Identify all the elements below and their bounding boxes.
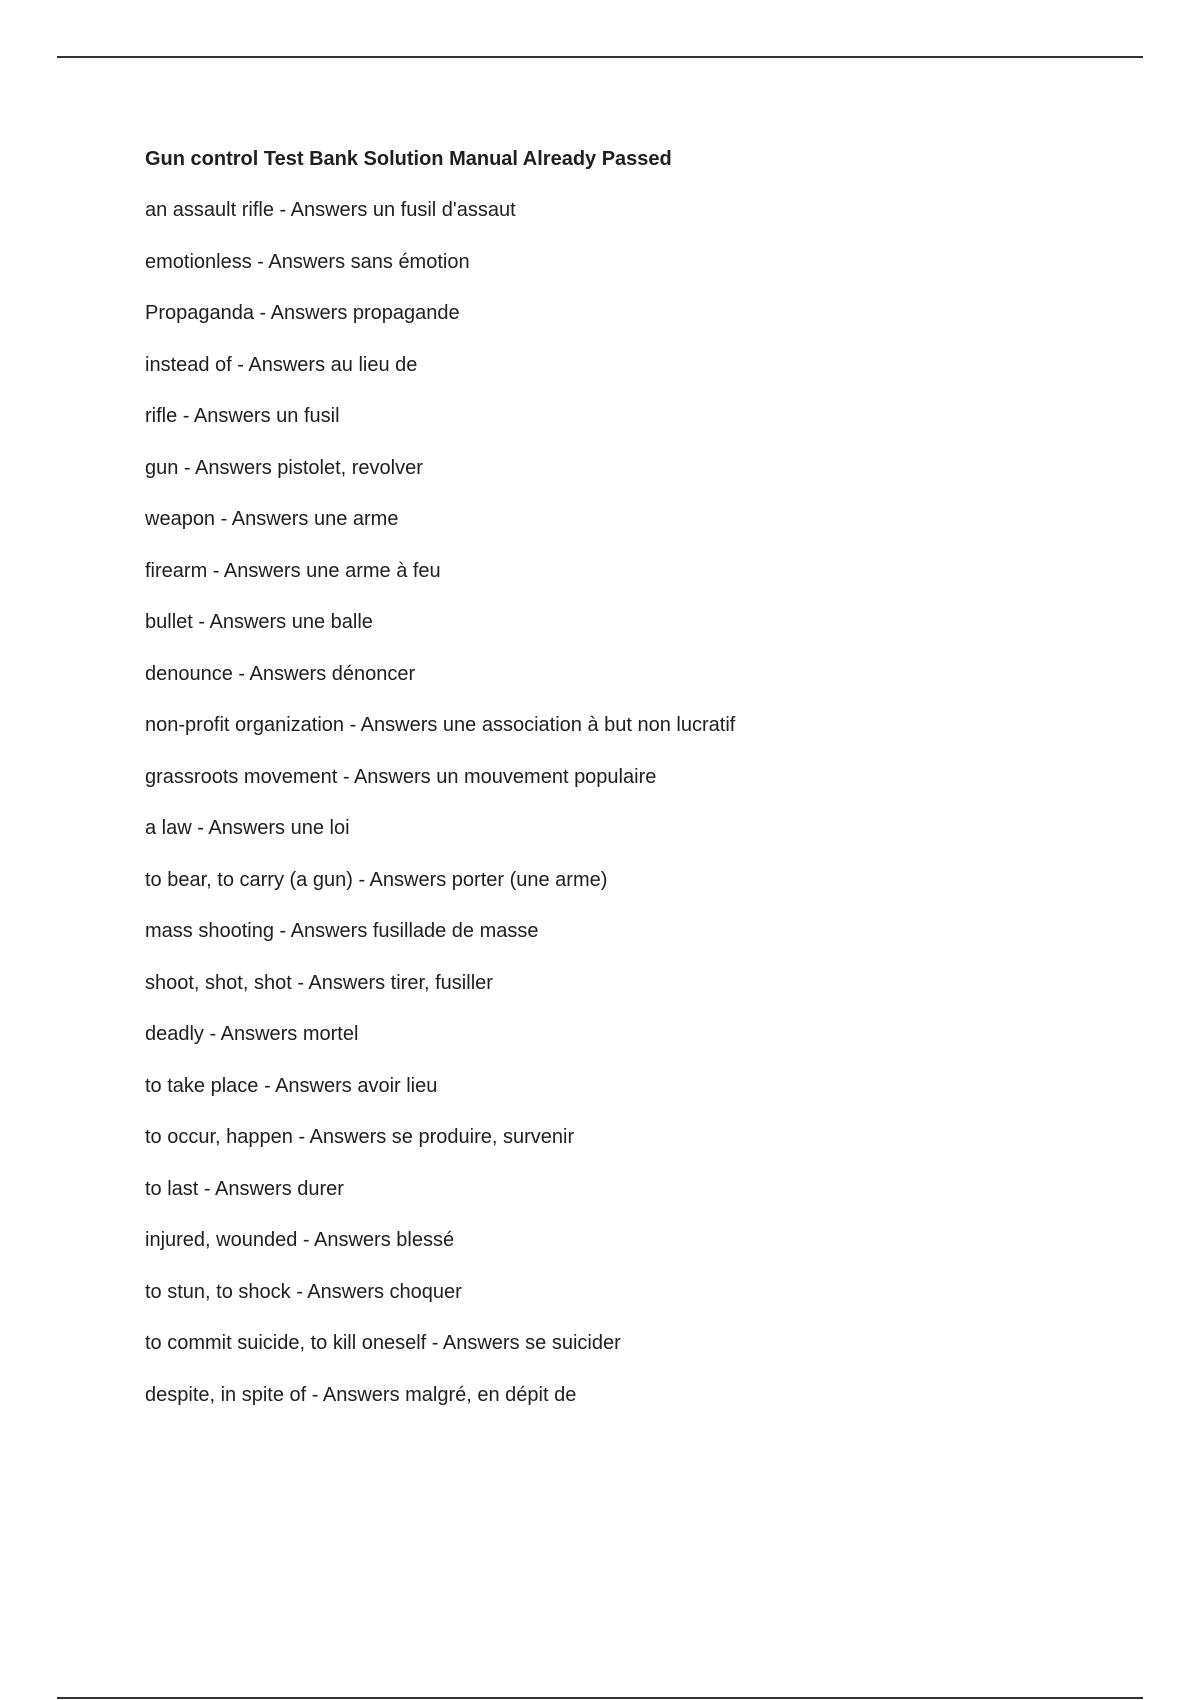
qa-item: rifle - Answers un fusil (145, 405, 340, 427)
qa-item: Propaganda - Answers propagande (145, 302, 460, 324)
footer-rule (57, 1697, 1143, 1699)
qa-item: mass shooting - Answers fusillade de masse (145, 920, 539, 942)
qa-item: to bear, to carry (a gun) - Answers porter (une arme) (145, 868, 608, 891)
qa-item: an assault rifle - Answers un fusil d'assaut (145, 199, 516, 221)
qa-item: to occur, happen - Answers se produire, survenir (145, 1126, 575, 1148)
qa-item: injured, wounded - Answers blessé (145, 1229, 455, 1251)
qa-item: to commit suicide, to kill oneself - Answers se suicider (145, 1332, 621, 1354)
qa-item: to take place - Answers avoir lieu (145, 1074, 438, 1097)
qa-item: despite, in spite of - Answers malgré, en dépit de (145, 1383, 577, 1406)
qa-item: deadly - Answers mortel (145, 1023, 359, 1045)
qa-list (145, 194, 1105, 1411)
qa-item: to last - Answers durer (145, 1177, 344, 1200)
qa-item: a law - Answers une loi (145, 817, 350, 839)
header-rule (57, 56, 1143, 58)
document-body (145, 143, 1105, 1430)
qa-item: instead of - Answers au lieu de (145, 353, 418, 376)
qa-item: shoot, shot, shot - Answers tirer, fusiller (145, 971, 493, 994)
qa-item: denounce - Answers dénoncer (145, 662, 416, 685)
qa-item: firearm - Answers une arme à feu (145, 559, 441, 582)
qa-item: gun - Answers pistolet, revolver (145, 456, 423, 479)
qa-item: to stun, to shock - Answers choquer (145, 1280, 462, 1303)
qa-item: weapon - Answers une arme (145, 508, 399, 530)
document-title: Gun control Test Bank Solution Manual Already Passed (145, 148, 672, 170)
qa-item: non-profit organization - Answers une association à but non lucratif (145, 714, 736, 736)
qa-item: bullet - Answers une balle (145, 611, 373, 633)
qa-item: emotionless - Answers sans émotion (145, 250, 470, 273)
qa-item: grassroots movement - Answers un mouvement populaire (145, 765, 657, 788)
